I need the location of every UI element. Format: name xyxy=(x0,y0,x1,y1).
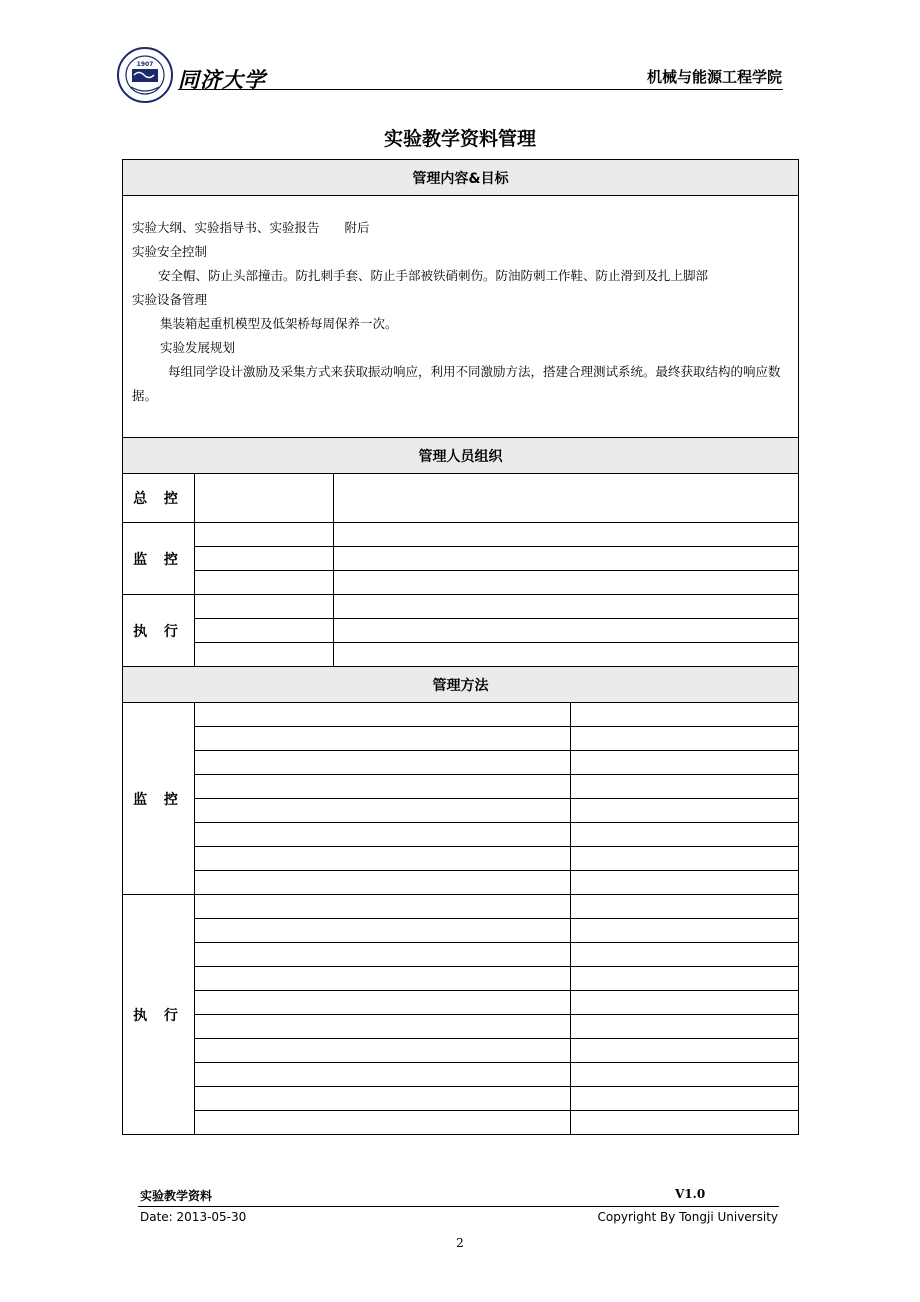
university-seal-logo xyxy=(117,47,173,103)
method-cell[interactable] xyxy=(195,751,571,775)
method-cell[interactable] xyxy=(571,775,799,799)
method-cell[interactable] xyxy=(195,919,571,943)
label-method-execute: 执 行 xyxy=(123,895,195,1135)
method-cell[interactable] xyxy=(195,775,571,799)
method-cell[interactable] xyxy=(571,727,799,751)
content-line-3: 安全帽、防止头部撞击。防扎刺手套、防止手部被铁硝刺伤。防油防刺工作鞋、防止滑到及扎上脚部 xyxy=(158,268,709,283)
page-number: 2 xyxy=(456,1236,464,1250)
personnel-cell[interactable] xyxy=(195,523,334,547)
method-cell[interactable] xyxy=(571,919,799,943)
footer-copyright: Copyright By Tongji University xyxy=(597,1210,778,1224)
personnel-cell[interactable] xyxy=(334,474,799,523)
section-heading-personnel: 管理人员组织 xyxy=(123,438,799,474)
personnel-cell[interactable] xyxy=(195,571,334,595)
label-personnel-execute: 执 行 xyxy=(123,595,195,667)
method-cell[interactable] xyxy=(571,703,799,727)
method-cell[interactable] xyxy=(195,1015,571,1039)
footer-date: Date: 2013-05-30 xyxy=(140,1210,247,1224)
method-cell[interactable] xyxy=(195,967,571,991)
method-cell[interactable] xyxy=(571,823,799,847)
method-cell[interactable] xyxy=(571,895,799,919)
personnel-cell[interactable] xyxy=(334,619,799,643)
personnel-cell[interactable] xyxy=(195,474,334,523)
footer-doc-name: 实验教学资料 xyxy=(140,1189,213,1203)
management-table xyxy=(122,159,799,1135)
method-cell[interactable] xyxy=(571,1111,799,1135)
content-line-2: 实验安全控制 xyxy=(132,244,208,259)
method-cell[interactable] xyxy=(195,727,571,751)
method-cell[interactable] xyxy=(195,1087,571,1111)
personnel-cell[interactable] xyxy=(195,619,334,643)
personnel-cell[interactable] xyxy=(334,643,799,667)
method-cell[interactable] xyxy=(571,991,799,1015)
method-cell[interactable] xyxy=(195,799,571,823)
section-heading-content: 管理内容&目标 xyxy=(123,160,799,196)
method-cell[interactable] xyxy=(571,1039,799,1063)
personnel-cell[interactable] xyxy=(334,571,799,595)
header-rule xyxy=(178,89,783,90)
method-cell[interactable] xyxy=(571,751,799,775)
page-title: 实验教学资料管理 xyxy=(383,128,536,150)
footer-rule xyxy=(138,1206,779,1207)
method-cell[interactable] xyxy=(195,991,571,1015)
method-cell[interactable] xyxy=(571,943,799,967)
personnel-cell[interactable] xyxy=(334,547,799,571)
personnel-cell[interactable] xyxy=(195,643,334,667)
method-cell[interactable] xyxy=(195,895,571,919)
label-general-control: 总 控 xyxy=(123,474,195,523)
method-cell[interactable] xyxy=(195,823,571,847)
method-cell[interactable] xyxy=(195,1111,571,1135)
method-cell[interactable] xyxy=(571,1087,799,1111)
method-cell[interactable] xyxy=(571,871,799,895)
university-name: 同济大学 xyxy=(178,67,266,92)
method-cell[interactable] xyxy=(571,1015,799,1039)
footer-version: V1.0 xyxy=(675,1187,706,1201)
content-cell xyxy=(123,196,799,438)
content-line-1: 实验大纲、实验指导书、实验报告 附后 xyxy=(132,220,370,235)
content-line-6: 实验发展规划 xyxy=(160,340,236,355)
label-method-monitor: 监 控 xyxy=(123,703,195,895)
personnel-cell[interactable] xyxy=(195,547,334,571)
seal-year: 1907 xyxy=(136,61,154,68)
method-cell[interactable] xyxy=(195,703,571,727)
method-cell[interactable] xyxy=(571,967,799,991)
personnel-cell[interactable] xyxy=(195,595,334,619)
method-cell[interactable] xyxy=(195,943,571,967)
content-line-7: 每组同学设计激励及采集方式来获取振动响应，利用不同激励方法，搭建合理测试系统。最终获取结构的响应数据。 xyxy=(132,364,781,403)
content-line-5: 集装箱起重机模型及低架桥每周保养一次。 xyxy=(160,316,398,331)
personnel-cell[interactable] xyxy=(334,595,799,619)
personnel-cell[interactable] xyxy=(334,523,799,547)
method-cell[interactable] xyxy=(195,847,571,871)
section-heading-method: 管理方法 xyxy=(123,667,799,703)
method-cell[interactable] xyxy=(195,1039,571,1063)
method-cell[interactable] xyxy=(195,871,571,895)
content-line-4: 实验设备管理 xyxy=(132,292,208,307)
method-cell[interactable] xyxy=(195,1063,571,1087)
college-name: 机械与能源工程学院 xyxy=(646,68,782,86)
method-cell[interactable] xyxy=(571,1063,799,1087)
label-personnel-monitor: 监 控 xyxy=(123,523,195,595)
method-cell[interactable] xyxy=(571,799,799,823)
method-cell[interactable] xyxy=(571,847,799,871)
